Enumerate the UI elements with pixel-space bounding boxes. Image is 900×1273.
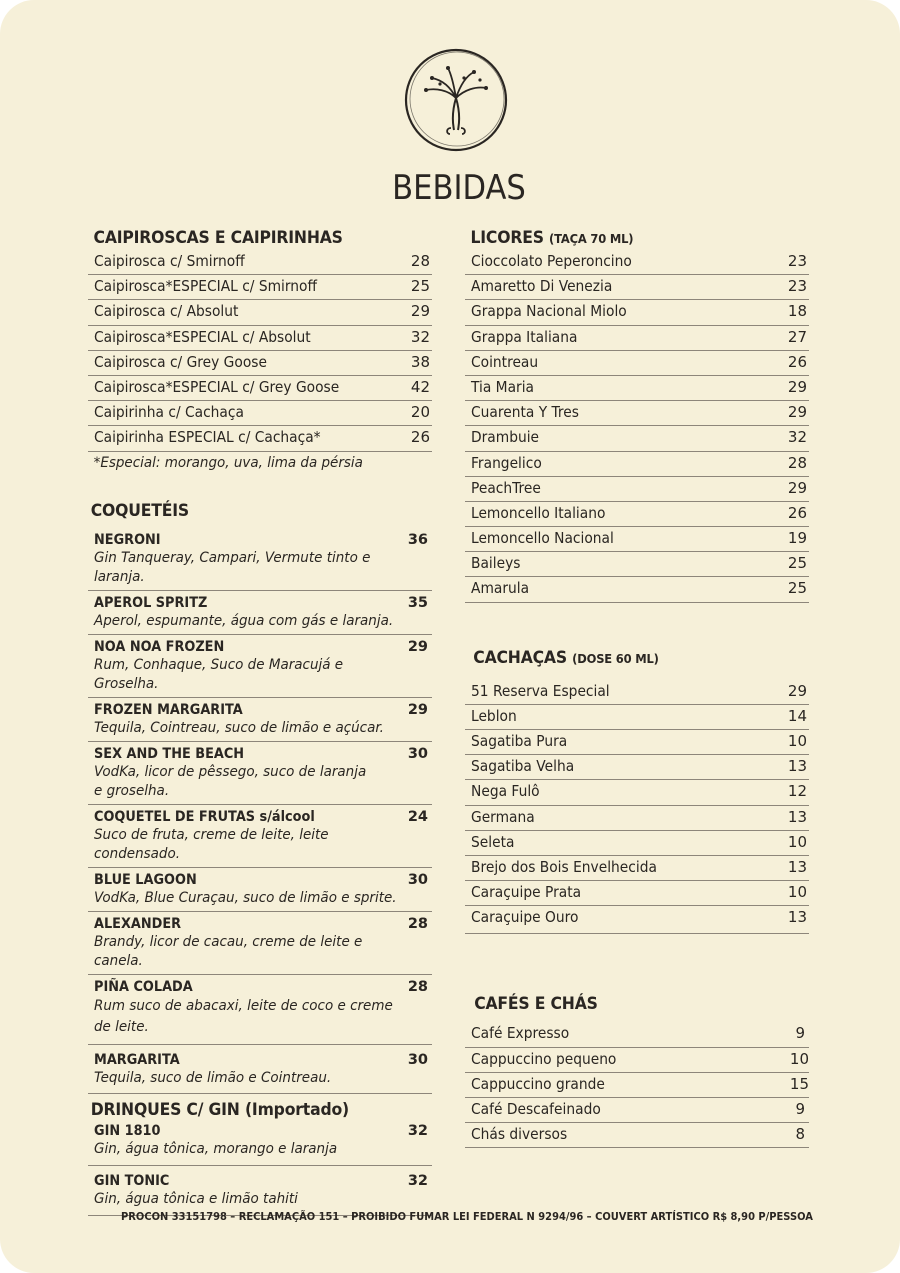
item-price: 26 <box>787 352 807 371</box>
cachacas-title: CACHAÇAS <box>473 647 567 668</box>
item-name: SEX AND THE BEACH <box>94 745 245 762</box>
list-item <box>465 831 809 856</box>
item-name: Chás diversos <box>471 1125 568 1144</box>
footer-notice: PROCON 33151798 – RECLAMAÇÃO 151 – PROIBIDO FUMAR LEI FEDERAL N 9294/96 – COUVERT ARTÍSTICO R$ 8,90 P/PESSOA <box>121 1210 813 1223</box>
list-item <box>465 326 809 351</box>
item-name: GIN 1810 <box>94 1122 161 1139</box>
list-item <box>88 300 432 325</box>
item-name: Caipirosca c/ Absolut <box>94 302 239 321</box>
list-item <box>465 351 809 376</box>
cachacas-list <box>465 680 809 935</box>
item-name: GIN TONIC <box>94 1172 170 1189</box>
item-name: 51 Reserva Especial <box>471 681 610 700</box>
list-item <box>465 730 809 755</box>
item-price: 32 <box>407 1172 428 1189</box>
item-name: APEROL SPRITZ <box>94 594 208 611</box>
item-name: Caraçuipe Prata <box>471 883 582 902</box>
list-item <box>465 426 809 451</box>
item-name: Cioccolato Peperoncino <box>471 252 632 270</box>
list-item <box>465 881 809 906</box>
item-name: Sagatiba Pura <box>471 732 568 750</box>
item-name: Amarula <box>471 579 530 598</box>
list-item <box>88 250 432 275</box>
item-price: 30 <box>407 745 428 762</box>
list-item <box>88 868 432 912</box>
item-price: 9 <box>795 1099 805 1118</box>
list-item <box>465 275 809 300</box>
item-name: FROZEN MARGARITA <box>94 701 243 718</box>
list-item <box>88 591 432 635</box>
list-item <box>465 452 809 477</box>
item-name: Caipirinha ESPECIAL c/ Cachaça* <box>94 428 321 447</box>
item-name: Cointreau <box>471 352 539 371</box>
item-price: 23 <box>787 277 807 296</box>
item-description: VodKa, Blue Curaçau, suco de limão e sprite. <box>94 889 397 906</box>
item-price: 28 <box>410 252 430 270</box>
item-name: Lemoncello Nacional <box>471 529 614 548</box>
item-name: Lemoncello Italiano <box>471 503 606 522</box>
item-price: 29 <box>787 403 807 422</box>
item-name: NOA NOA FROZEN <box>94 638 225 655</box>
list-item <box>465 755 809 780</box>
list-item <box>465 906 809 934</box>
item-price: 42 <box>410 377 430 396</box>
item-price: 29 <box>407 701 428 718</box>
licores-title: LICORES <box>470 228 544 248</box>
item-price: 25 <box>410 277 430 296</box>
section-title-cafes: CAFÉS E CHÁS <box>474 994 598 1015</box>
item-price: 12 <box>787 782 807 801</box>
item-price: 25 <box>787 579 807 598</box>
item-price: 28 <box>407 915 428 932</box>
item-description: Brandy, licor de cacau, creme de leite e canela. <box>94 933 363 969</box>
list-item <box>465 780 809 805</box>
item-name: Germana <box>471 807 535 826</box>
item-price: 35 <box>407 594 428 611</box>
item-price: 10 <box>787 732 807 750</box>
right-column <box>465 226 809 1148</box>
list-item <box>88 401 432 426</box>
item-price: 25 <box>787 554 807 573</box>
item-price: 28 <box>407 978 428 995</box>
item-price: 30 <box>407 1051 428 1068</box>
list-item <box>465 527 809 552</box>
item-name: Grappa Nacional Miolo <box>471 302 627 321</box>
section-title-caipiroscas: CAIPIROSCAS E CAIPIRINHAS <box>93 228 343 248</box>
item-name: Sagatiba Velha <box>471 757 575 776</box>
item-name: Frangelico <box>471 453 542 472</box>
list-item <box>465 806 809 831</box>
list-item <box>465 1073 809 1098</box>
list-item <box>88 351 432 376</box>
item-description: Suco de fruta, creme de leite, leite condensado. <box>94 826 329 862</box>
item-name: Baileys <box>471 554 521 573</box>
item-price: 14 <box>787 706 807 725</box>
item-price: 36 <box>407 531 428 548</box>
tree-logo-icon <box>402 46 510 154</box>
list-item <box>465 300 809 325</box>
item-price: 9 <box>795 1024 805 1043</box>
list-item <box>465 1048 809 1073</box>
item-description: Aperol, espumante, água com gás e laranja. <box>94 612 394 629</box>
item-name: Amaretto Di Venezia <box>471 277 613 296</box>
item-price: 29 <box>787 681 807 700</box>
item-price: 32 <box>787 428 807 447</box>
item-name: Café Expresso <box>471 1024 570 1043</box>
item-price: 19 <box>787 529 807 548</box>
coqueteis-list <box>88 528 432 1094</box>
list-item <box>88 805 432 868</box>
list-item <box>465 1022 809 1047</box>
item-description: VodKa, licor de pêssego, suco de laranja e groselha. <box>94 763 367 799</box>
item-name: Caipirosca c/ Smirnoff <box>94 252 245 270</box>
list-item <box>88 426 432 451</box>
section-title-licores <box>465 226 781 250</box>
item-name: Cappuccino grande <box>471 1074 605 1093</box>
list-item <box>465 250 809 275</box>
list-item <box>88 275 432 300</box>
item-price: 15 <box>789 1074 809 1093</box>
list-item <box>88 326 432 351</box>
item-name: ALEXANDER <box>94 915 182 932</box>
item-name: NEGRONI <box>94 531 161 548</box>
item-price: 24 <box>407 808 428 825</box>
item-description: Rum suco de abacaxi, leite de coco e creme de leite. <box>94 997 393 1035</box>
item-name: Caipirosca*ESPECIAL c/ Smirnoff <box>94 277 317 296</box>
item-price: 29 <box>407 638 428 655</box>
licores-list <box>465 250 809 603</box>
item-name: MARGARITA <box>94 1051 180 1068</box>
item-name: Brejo dos Bois Envelhecida <box>471 857 657 876</box>
item-description: Tequila, Cointreau, suco de limão e açúcar. <box>94 719 384 736</box>
item-name: Seleta <box>471 832 515 851</box>
list-item <box>88 1166 432 1216</box>
item-price: 8 <box>795 1125 805 1144</box>
item-price: 32 <box>410 327 430 346</box>
list-item <box>465 376 809 401</box>
item-name: BLUE LAGOON <box>94 871 197 888</box>
item-price: 32 <box>407 1122 428 1139</box>
item-name: Caraçuipe Ouro <box>471 908 579 927</box>
item-price: 27 <box>787 327 807 346</box>
list-item <box>465 1123 809 1148</box>
list-item <box>88 1045 432 1094</box>
item-price: 30 <box>407 871 428 888</box>
list-item <box>88 742 432 805</box>
item-description: Tequila, suco de limão e Cointreau. <box>94 1069 332 1086</box>
list-item <box>465 1098 809 1123</box>
item-price: 10 <box>789 1049 809 1068</box>
gin-list <box>88 1122 432 1216</box>
item-name: Caipirinha c/ Cachaça <box>94 403 244 422</box>
item-description: Gin, água tônica, morango e laranja <box>94 1140 338 1157</box>
item-price: 28 <box>787 453 807 472</box>
item-name: Cuarenta Y Tres <box>471 403 579 422</box>
section-title-cachacas <box>465 646 781 670</box>
caipiroscas-note: *Especial: morango, uva, lima da pérsia <box>93 454 363 471</box>
list-item <box>88 528 432 591</box>
item-name: Cappuccino pequeno <box>471 1049 617 1068</box>
item-description: Gin, água tônica e limão tahiti <box>94 1190 298 1207</box>
item-price: 18 <box>787 302 807 321</box>
item-price: 26 <box>787 503 807 522</box>
item-price: 38 <box>410 352 430 371</box>
item-price: 13 <box>787 807 807 826</box>
list-item <box>88 698 432 742</box>
list-item <box>88 635 432 698</box>
item-price: 13 <box>787 857 807 876</box>
list-item <box>88 1122 432 1166</box>
list-item <box>465 680 809 705</box>
section-title-coqueteis: COQUETÉIS <box>90 500 189 521</box>
caipiroscas-list <box>88 250 432 452</box>
cafes-list <box>465 1022 809 1148</box>
item-name: PIÑA COLADA <box>94 978 193 995</box>
list-item <box>465 401 809 426</box>
item-price: 10 <box>787 883 807 902</box>
item-name: Café Descafeinado <box>471 1099 601 1118</box>
item-price: 20 <box>410 403 430 422</box>
cachacas-subtitle: (DOSE 60 ML) <box>572 650 659 666</box>
item-name: Grappa Italiana <box>471 327 578 346</box>
item-price: 29 <box>787 478 807 497</box>
item-name: Drambuie <box>471 428 540 447</box>
item-price: 29 <box>410 302 430 321</box>
page-title: BEBIDAS <box>392 168 526 208</box>
item-name: Caipirosca c/ Grey Goose <box>94 352 267 371</box>
list-item <box>465 705 809 730</box>
list-item <box>465 477 809 502</box>
item-name: Nega Fulô <box>471 782 540 801</box>
item-price: 23 <box>787 252 807 270</box>
list-item <box>88 975 432 1045</box>
item-description: Gin Tanqueray, Campari, Vermute tinto e laranja. <box>94 549 371 585</box>
item-price: 10 <box>787 832 807 851</box>
list-item <box>88 376 432 401</box>
item-name: Caipirosca*ESPECIAL c/ Absolut <box>94 327 311 346</box>
item-price: 26 <box>410 428 430 447</box>
licores-subtitle: (TAÇA 70 ML) <box>549 231 634 246</box>
list-item <box>465 502 809 527</box>
left-column <box>88 226 432 1216</box>
list-item <box>465 577 809 602</box>
item-description: Rum, Conhaque, Suco de Maracujá e Groselha. <box>94 656 344 692</box>
item-name: Tia Maria <box>471 377 535 396</box>
list-item <box>88 912 432 975</box>
item-name: PeachTree <box>471 478 541 497</box>
item-name: Caipirosca*ESPECIAL c/ Grey Goose <box>94 377 340 396</box>
item-price: 29 <box>787 377 807 396</box>
item-price: 13 <box>787 908 807 927</box>
item-name: COQUETEL DE FRUTAS s/álcool <box>94 808 315 825</box>
item-name: Leblon <box>471 706 517 725</box>
list-item <box>465 552 809 577</box>
section-title-gin: DRINQUES C/ GIN (Importado) <box>90 1099 349 1120</box>
item-price: 13 <box>787 757 807 776</box>
list-item <box>465 856 809 881</box>
